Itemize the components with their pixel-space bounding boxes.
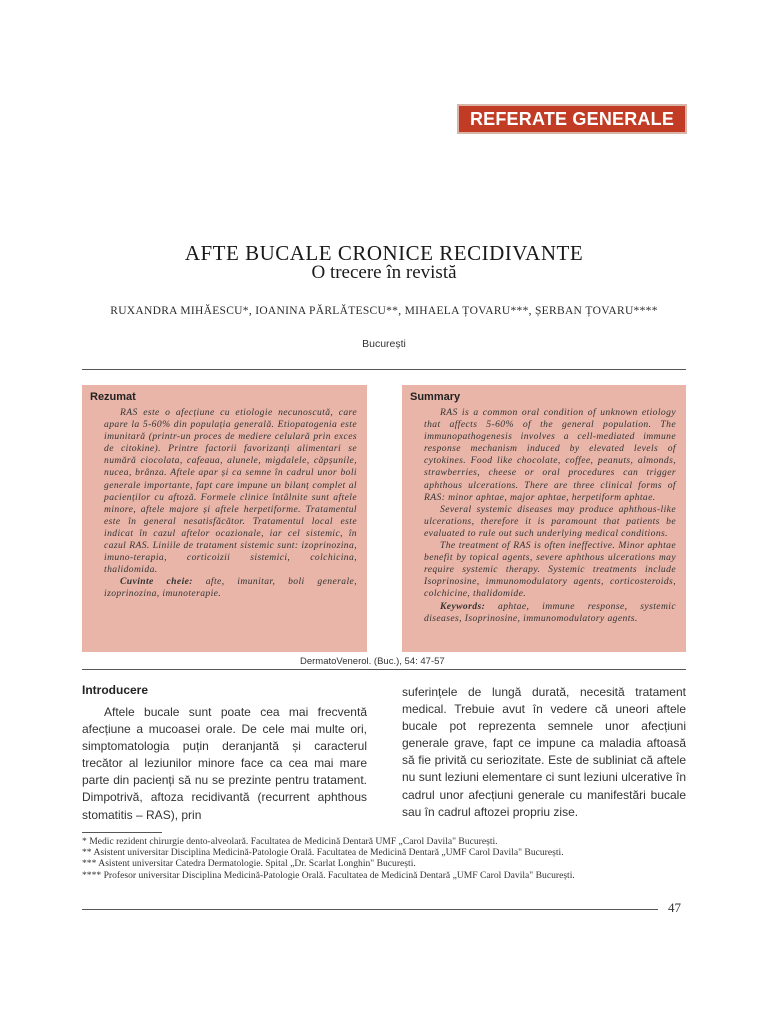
rezumat-keywords-text: afte, imunitar, boli generale, izoprinozina, imunoterapie.: [104, 576, 357, 600]
author-list: RUXANDRA MIHĂESCU*, IOANINA PĂRLĂTESCU**, MIHAELA ȚOVARU***, ȘERBAN ȚOVARU****: [110, 305, 658, 317]
summary-keywords-label: Keywords:: [440, 600, 486, 612]
summary-box: [402, 385, 686, 652]
footnotes: [82, 836, 686, 881]
footnote-rule: [82, 832, 162, 833]
journal-citation: DermatoVenerol. (Buc.), 54: 47-57: [300, 656, 445, 667]
summary-keywords: [424, 601, 676, 625]
header-rule: [82, 369, 686, 370]
section-banner: REFERATE GENERALE: [457, 104, 687, 134]
intro-right-text: suferințele de lungă durată, necesită tratament medical. Trebuie avut în vedere că uneori aftele bucale pot reprezenta semnele unor afecțiuni generale grave, fapt ce impune ca maladia aftoasă să fie privită cu seriozitate. Este de subliniat că aftele nu sunt leziuni elementare ci sunt leziuni ulcerative în cadrul unor afecțiuni generale cu manifestări bucale sau în cadrul aftozei propriu zise.: [402, 685, 686, 819]
summary-paragraph-1: RAS is a common oral condition of unknown etiology that affects 5-60% of the general population. The immunopathogenesis involves a cell-mediated immune response mechanism induced by elevated levels of cytokines. Food like chocolate, coffee, peanuts, almonds, strawberries, cheese or oral procedures can trigger aphthous ulcerations. There are three clinical forms of RAS: minor aphtae, major aphtae, herpetiform aphtae.: [424, 407, 676, 503]
intro-heading: Introducere: [82, 683, 149, 697]
affiliation-city: București: [362, 338, 406, 350]
article-subtitle: O trecere în revistă: [311, 262, 457, 283]
rezumat-keywords: [104, 576, 357, 600]
intro-left-column: [82, 683, 367, 824]
page-footer-rule: [82, 909, 658, 910]
intro-left-text: Aftele bucale sunt poate cea mai frecventă afecțiune a mucoasei orale. De cele mai multe ori, simptomatologia puțin deranjantă și caracterul trecător al leziunilor minore face ca cea mai mare parte din pacienți să nu se prezinte pentru tratament. Dimpotrivă, aftoza recidivantă (recurrent aphthous stomatitis – RAS), prin: [82, 705, 367, 822]
summary-heading: Summary: [410, 391, 461, 403]
summary-text: [424, 407, 676, 625]
article-title: AFTE BUCALE CRONICE RECIDIVANTE: [184, 241, 584, 265]
footnote-3: *** Asistent universitar Catedra Dermatologie. Spital „Dr. Scarlat Longhin" București.: [82, 858, 416, 870]
summary-paragraph-3: The treatment of RAS is often ineffective. Minor aphtae benefit by topical agents, severe aphthous ulcerations may require systemic therapy. Systemic treatments include Isoprinosine, immunomodulatory agents, corticosteroids, colchicine, thalidomide.: [424, 540, 676, 600]
footnote-1: * Medic rezident chirurgie dento-alveolară. Facultatea de Medicină Dentară UMF „Carol Davila" București.: [82, 836, 498, 847]
rezumat-heading: Rezumat: [90, 391, 136, 403]
summary-paragraph-2: Several systemic diseases may produce aphthous-like ulcerations, therefore it is paramount that patients be evaluated to rule out such underlying medical conditions.: [424, 503, 676, 539]
rezumat-box: [82, 385, 367, 652]
footnote-2: ** Asistent universitar Disciplina Medicină-Patologie Orală. Facultatea de Medicină Dentară „UMF Carol Davila" București.: [82, 847, 564, 859]
rezumat-text: [104, 407, 357, 601]
rezumat-paragraph: RAS este o afecțiune cu etiologie necunoscută, care apare la 5-60% din populația generală. Etiopatogenia este imunitară (printr-un proces de mediere celulară prin exces de citokine). Printre factorii favorizanți alimentari se numără ciocolata, cafeaua, alunele, migdalele, căpșunile, nucea, brânza. Aftele apar și ca semne în cadrul unor boli generale importante, fapt care impune un bilanț complet al pacienților cu aftoză. Formele clinice întâlnite sunt aftele minore, aftele majore și aftele herpetiforme. Tratamentul este în general nesatisfăcător. Tratamentul local este indicat în cazul aftelor ocazionale, iar cel sistemic, în cazul RAS. Liniile de tratament sistemic sunt: izoprinozina, imuno-terapia, corticoizii sistemici, colchicina, thalidomida.: [104, 407, 357, 576]
footnote-4: **** Profesor universitar Disciplina Medicină-Patologie Orală. Facultatea de Medicină Dentară „UMF Carol Davila" București.: [82, 869, 575, 881]
rezumat-keywords-label: Cuvinte cheie:: [120, 576, 193, 588]
citation-rule: [82, 669, 686, 670]
summary-keywords-text: aphtae, immune response, systemic diseases, Isoprinosine, immunomodulatory agents.: [424, 600, 676, 624]
page-number: 47: [668, 900, 681, 915]
